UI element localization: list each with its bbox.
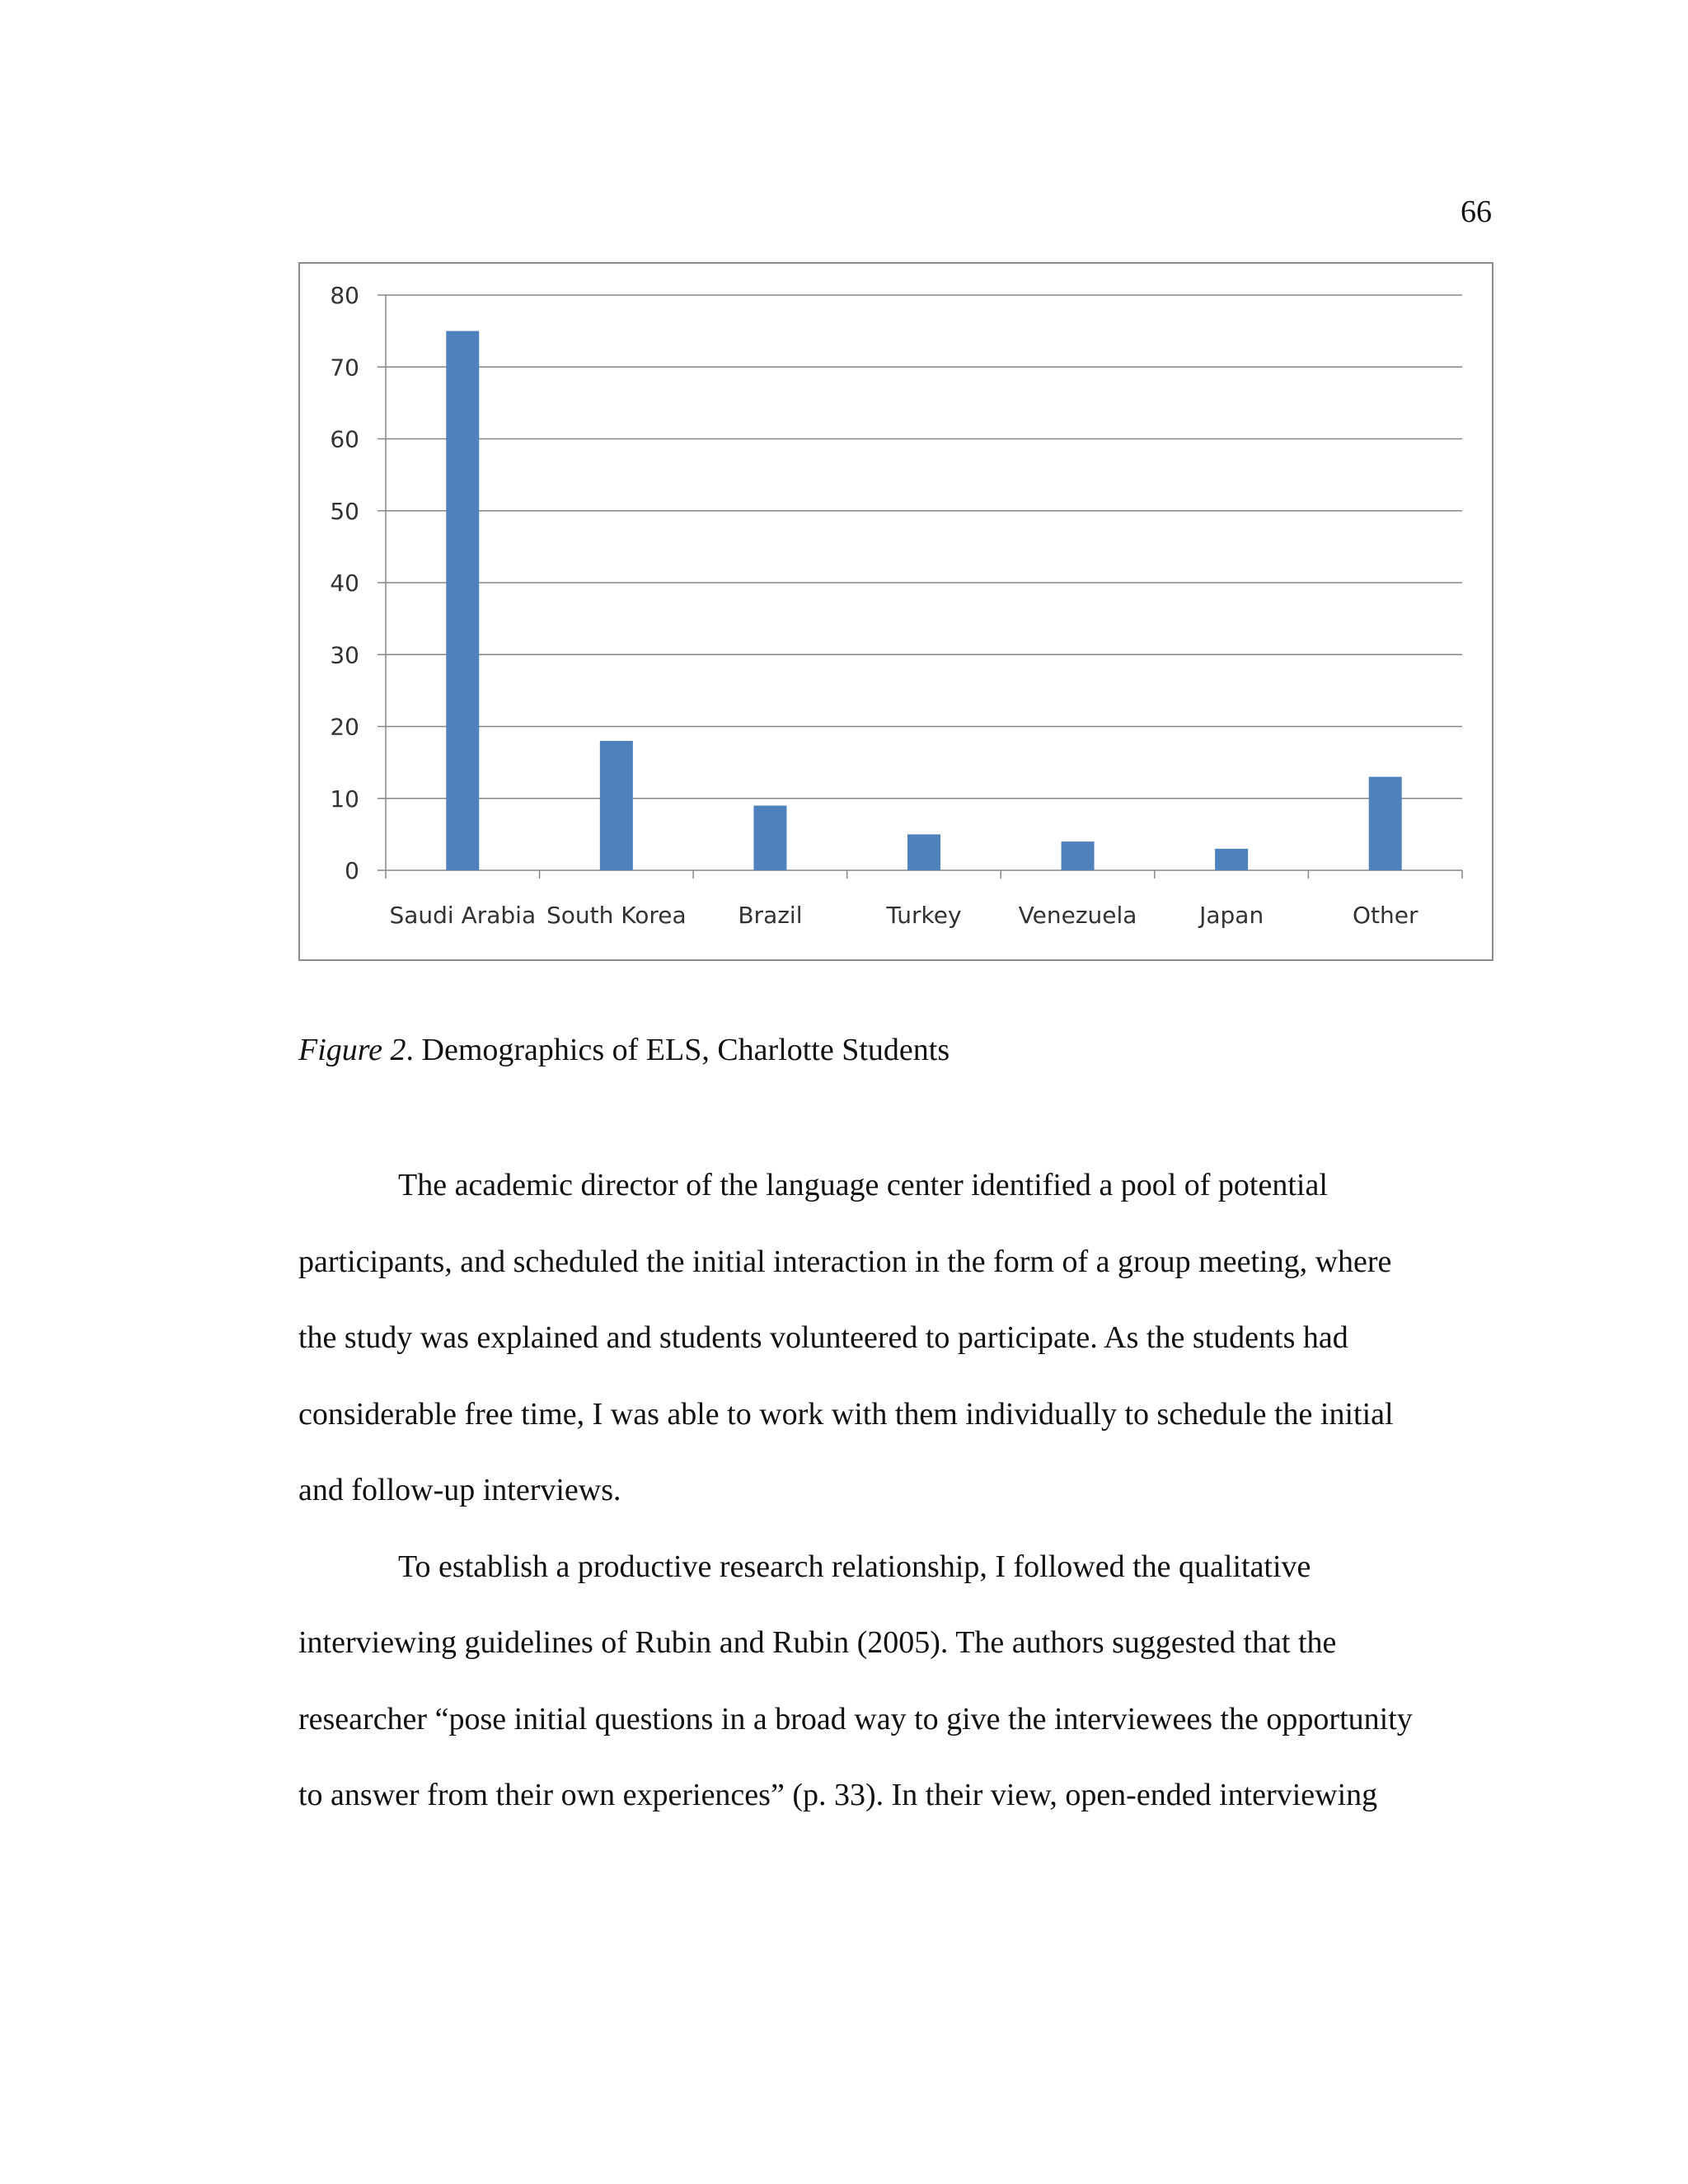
y-tick-label: 40 (330, 569, 359, 597)
body-line: the study was explained and students volunteered to participate. As the students had (298, 1320, 1348, 1355)
bars (446, 331, 1401, 870)
y-tick-label: 10 (330, 785, 359, 813)
bar (446, 331, 479, 870)
x-tick-label: Turkey (886, 902, 962, 929)
figure-caption-text: . Demographics of ELS, Charlotte Students (406, 1033, 950, 1067)
chart-svg (300, 264, 1492, 959)
body-line: The academic director of the language center identified a pool of potential (398, 1168, 1328, 1202)
bar (1215, 849, 1248, 870)
x-tick-labels (389, 902, 1418, 929)
x-tick-label: Japan (1199, 902, 1264, 929)
body-line: and follow-up interviews. (298, 1473, 621, 1507)
body-line: researcher “pose initial questions in a broad way to give the interviewees the opportunity (298, 1701, 1413, 1736)
y-tick-label: 70 (330, 354, 359, 382)
y-tick-label: 60 (330, 425, 359, 453)
body-line: interviewing guidelines of Rubin and Rubin (2005). The authors suggested that the (298, 1625, 1337, 1660)
body-line: To establish a productive research relationship, I followed the qualitative (398, 1549, 1311, 1584)
bar (907, 834, 940, 870)
y-tick-label: 80 (330, 282, 359, 309)
y-tick-label: 30 (330, 641, 359, 669)
gridlines (386, 295, 1462, 799)
bar-chart (298, 262, 1493, 961)
x-tick-label: Other (1352, 902, 1418, 929)
body-line: participants, and scheduled the initial interaction in the form of a group meeting, where (298, 1244, 1392, 1279)
x-tick-label: Saudi Arabia (389, 902, 537, 929)
x-tick-label: Venezuela (1018, 902, 1137, 929)
page-number: 66 (1461, 194, 1492, 229)
y-tick-label: 50 (330, 497, 359, 525)
axes (377, 295, 1462, 879)
x-tick-label: Brazil (738, 902, 803, 929)
body-line: considerable free time, I was able to work with them individually to schedule the initial (298, 1396, 1394, 1432)
y-tick-labels (330, 282, 359, 884)
body-text (298, 1147, 1485, 1834)
figure-label: Figure 2 (298, 1033, 406, 1067)
figure-caption (298, 1032, 950, 1070)
x-tick-label: South Korea (546, 902, 687, 929)
body-line: to answer from their own experiences” (p. 33). In their view, open-ended interviewing (298, 1778, 1378, 1812)
bar (1369, 777, 1402, 870)
y-tick-label: 20 (330, 713, 359, 741)
y-tick-label: 0 (345, 857, 359, 884)
bar (600, 741, 633, 870)
bar (753, 805, 786, 870)
bar (1062, 841, 1095, 870)
